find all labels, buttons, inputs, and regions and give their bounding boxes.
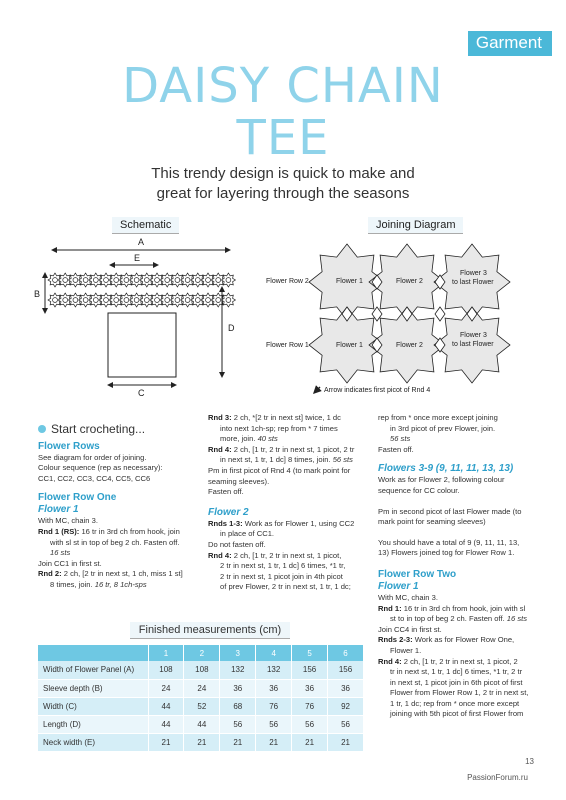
row1-flower-1: Flower 1 bbox=[336, 342, 363, 349]
band-flower-center bbox=[226, 278, 231, 283]
band-flower-center bbox=[124, 278, 129, 283]
label-c: C bbox=[138, 388, 145, 398]
table-cell: 156 bbox=[328, 661, 364, 679]
band-flower-center bbox=[165, 278, 170, 283]
band-flower-center bbox=[104, 298, 109, 303]
band-flower-center bbox=[83, 298, 88, 303]
text-line: in place of CC1. bbox=[220, 529, 275, 539]
bullet-dot-icon bbox=[38, 425, 46, 433]
title-line-1: DAISY CHAIN bbox=[122, 58, 444, 114]
section-tab: Garment bbox=[468, 31, 552, 56]
flower-rows-heading: Flower Rows bbox=[38, 440, 100, 452]
table-header-row bbox=[38, 645, 364, 661]
text-line: Rnd 3: 2 ch, *[2 tr in next st] twice, 1 dc bbox=[208, 413, 341, 422]
row2-flower-3-sub: to last Flower bbox=[452, 279, 494, 286]
text-line: 56 sts bbox=[390, 434, 411, 444]
band-flower-center bbox=[155, 298, 160, 303]
band-flower-center bbox=[206, 298, 211, 303]
table-row bbox=[38, 661, 364, 679]
band-flower-center bbox=[206, 278, 211, 283]
text-line: Rnds 1-3: Work as for Flower 1, using CC2 bbox=[208, 518, 355, 528]
band-flower-center bbox=[93, 298, 98, 303]
table-cell: 36 bbox=[292, 679, 328, 697]
row2-flower-2: Flower 2 bbox=[396, 278, 423, 285]
table-row bbox=[38, 733, 364, 751]
table-cell: 21 bbox=[148, 733, 184, 751]
band-flower-center bbox=[175, 298, 180, 303]
band-flower-center bbox=[226, 298, 231, 303]
table-cell: 156 bbox=[292, 661, 328, 679]
text-line: Rnd 4: 2 ch, [1 tr, 2 tr in next st, 1 picot, bbox=[208, 550, 342, 560]
table-cell: 68 bbox=[220, 697, 256, 715]
row-label: Width of Flower Panel (A) bbox=[38, 661, 148, 679]
start-heading: Start crocheting... bbox=[38, 424, 198, 435]
row-label: Length (D) bbox=[38, 715, 148, 733]
text-line: Rnd 4: 2 ch, [1 tr, 2 tr in next st, 1 picot, 2 tr bbox=[208, 444, 355, 454]
table-cell: 36 bbox=[256, 679, 292, 697]
flower-1-heading: Flower 1 bbox=[38, 504, 79, 516]
text-line: Rnd 4: 2 ch, [1 tr, 2 tr in next st, 1 picot, 2 bbox=[378, 656, 518, 666]
table-cell: 21 bbox=[292, 733, 328, 751]
joining-diagram bbox=[262, 235, 562, 400]
table-cell: 76 bbox=[292, 697, 328, 715]
text-line: st to in top of beg 2 ch. Fasten off. 16 sts bbox=[390, 614, 528, 624]
flower-row-1-label: Flower Row 1 bbox=[266, 342, 309, 349]
table-cell: 21 bbox=[256, 733, 292, 751]
table-cell: 21 bbox=[328, 733, 364, 751]
band-flower-center bbox=[93, 278, 98, 283]
flower-row-one-heading: Flower Row One bbox=[38, 492, 117, 504]
text-line: 2 tr in next st, 1 tr, 1 dc] 6 times, *1 tr, bbox=[220, 561, 346, 571]
table-cell: 36 bbox=[220, 679, 256, 697]
table-header-size: 1 bbox=[148, 645, 184, 661]
band-flower-center bbox=[63, 278, 68, 283]
table-cell: 132 bbox=[256, 661, 292, 679]
table-cell: 21 bbox=[220, 733, 256, 751]
band-flower-center bbox=[73, 298, 78, 303]
row-label: Neck width (E) bbox=[38, 733, 148, 751]
flower-2-heading: Flower 2 bbox=[208, 506, 249, 518]
flowers-3-9-heading: Flowers 3-9 (9, 11, 11, 13, 13) bbox=[378, 463, 514, 475]
band-flower-center bbox=[73, 278, 78, 283]
table-cell: 24 bbox=[148, 679, 184, 697]
text-line: 13) Flowers joined tog for Flower Row 1. bbox=[378, 548, 515, 558]
text-line: in next st, 1 picot join in 6th picot of first bbox=[390, 677, 523, 687]
instructions-col-1 bbox=[38, 424, 198, 591]
table-cell: 56 bbox=[292, 715, 328, 733]
band-flower-center bbox=[216, 278, 221, 283]
text-line: in 3rd picot of prev Flower, join. bbox=[390, 423, 496, 433]
schematic-label: Schematic bbox=[112, 217, 179, 234]
table-cell: 44 bbox=[184, 715, 220, 733]
row-label: Width (C) bbox=[38, 697, 148, 715]
measurements-table bbox=[38, 645, 364, 752]
text-line: Do not fasten off. bbox=[208, 539, 266, 549]
text-line: Rnds 2-3: Work as for Flower Row One, bbox=[378, 635, 515, 645]
band-flower-center bbox=[114, 278, 119, 283]
subtitle-line-1: This trendy design is quick to make and bbox=[151, 165, 415, 182]
label-e: E bbox=[134, 253, 141, 263]
band-flower-center bbox=[114, 298, 119, 303]
schematic-diagram bbox=[30, 235, 260, 400]
table-header-corner bbox=[38, 645, 148, 661]
flower-row-2-label: Flower Row 2 bbox=[266, 278, 309, 285]
text-line: of prev Flower, 2 tr in next st, 1 tr, 1 dc; bbox=[220, 582, 351, 592]
text-line: Fasten off. bbox=[378, 444, 414, 454]
text-line: 2 tr in next st, 1 picot join in 4th picot bbox=[220, 571, 343, 581]
table-cell: 92 bbox=[328, 697, 364, 715]
table-cell: 44 bbox=[148, 697, 184, 715]
text-line: Join CC4 in first st. bbox=[378, 624, 442, 634]
band-flower-center bbox=[104, 278, 109, 283]
flower-row-two-heading: Flower Row Two bbox=[378, 568, 457, 580]
row-label: Sleeve depth (B) bbox=[38, 679, 148, 697]
band-flower-center bbox=[155, 278, 160, 283]
text-line: rep from * once more except joining bbox=[378, 413, 498, 422]
text-line: with sl st in top of beg 2 ch. Fasten off. bbox=[50, 537, 180, 547]
text-line: mark point for seaming sleeves) bbox=[378, 517, 486, 527]
table-cell: 108 bbox=[184, 661, 220, 679]
text-line: Pm in second picot of last Flower made (to bbox=[378, 506, 522, 516]
subtitle bbox=[0, 164, 566, 204]
table-header-size: 3 bbox=[220, 645, 256, 661]
text-line: Rnd 2: 2 ch, [2 tr in next st, 1 ch, miss 1 st] bbox=[38, 569, 183, 579]
text-line: With MC, chain 3. bbox=[38, 516, 98, 526]
row-two-flower-1-heading: Flower 1 bbox=[378, 580, 419, 592]
table-header-size: 6 bbox=[328, 645, 364, 661]
table-cell: 132 bbox=[220, 661, 256, 679]
text-line: Pm in first picot of Rnd 4 (to mark point for bbox=[208, 465, 351, 475]
band-flower-center bbox=[144, 278, 149, 283]
text-line: Flower from Flower Row 1, 2 tr in next st, bbox=[390, 688, 529, 698]
subtitle-line-2: great for layering through the seasons bbox=[156, 185, 410, 202]
table-cell: 76 bbox=[256, 697, 292, 715]
text-line: in next st, 1 tr, 1 dc] 8 times, join. 56 sts bbox=[220, 455, 353, 465]
watermark: PassionForum.ru bbox=[467, 773, 528, 782]
table-row bbox=[38, 715, 364, 733]
table-row bbox=[38, 679, 364, 697]
page-number: 13 bbox=[525, 757, 534, 766]
band-flower-center bbox=[53, 278, 58, 283]
table-cell: 36 bbox=[328, 679, 364, 697]
instructions-col-3 bbox=[378, 413, 543, 720]
text-line: 1 tr, 1 dc; rep from * once more except bbox=[390, 698, 520, 708]
band-flower-center bbox=[185, 298, 190, 303]
measurements-title: Finished measurements (cm) bbox=[130, 622, 290, 639]
text-line: into next 1ch-sp; rep from * 7 times bbox=[220, 423, 338, 433]
table-row bbox=[38, 697, 364, 715]
join-diamond bbox=[435, 307, 445, 321]
band-flower-center bbox=[134, 298, 139, 303]
table-cell: 44 bbox=[148, 715, 184, 733]
band-flower-center bbox=[195, 278, 200, 283]
instructions-col-2 bbox=[208, 413, 373, 593]
text-line: Colour sequence (rep as necessary): bbox=[38, 463, 163, 473]
row2-flower-3: Flower 3 bbox=[460, 270, 487, 277]
band-flower-center bbox=[53, 298, 58, 303]
joining-diagram-label: Joining Diagram bbox=[368, 217, 463, 234]
table-cell: 56 bbox=[256, 715, 292, 733]
table-header-size: 2 bbox=[184, 645, 220, 661]
table-cell: 52 bbox=[184, 697, 220, 715]
band-flower-center bbox=[134, 278, 139, 283]
table-cell: 24 bbox=[184, 679, 220, 697]
text-line: Join CC1 in first st. bbox=[38, 558, 102, 568]
band-flower-center bbox=[63, 298, 68, 303]
table-cell: 56 bbox=[328, 715, 364, 733]
row1-flower-3-sub: to last Flower bbox=[452, 341, 494, 348]
arrow-note: Arrow indicates first picot of Rnd 4 bbox=[324, 387, 431, 394]
table-cell: 56 bbox=[220, 715, 256, 733]
label-b: B bbox=[34, 289, 41, 299]
text-line: Rnd 1 (RS): 16 tr in 3rd ch from hook, join bbox=[38, 526, 180, 536]
band-flower-center bbox=[144, 298, 149, 303]
label-d: D bbox=[228, 323, 235, 333]
text-line: seaming sleeves). bbox=[208, 476, 270, 486]
band-flower-center bbox=[216, 298, 221, 303]
table-cell: 21 bbox=[184, 733, 220, 751]
text-line: CC1, CC2, CC3, CC4, CC5, CC6 bbox=[38, 473, 151, 483]
band-flower-center bbox=[124, 298, 129, 303]
band-flower-center bbox=[83, 278, 88, 283]
row1-flower-2: Flower 2 bbox=[396, 342, 423, 349]
text-line: tr in next st, 1 tr, 1 dc] 6 times, *1 tr, 2 tr bbox=[390, 667, 523, 677]
text-line: Work as for Flower 2, following colour bbox=[378, 475, 505, 485]
band-flower-center bbox=[165, 298, 170, 303]
text-line: See diagram for order of joining. bbox=[38, 452, 147, 462]
row2-flower-1: Flower 1 bbox=[336, 278, 363, 285]
band-flower-center bbox=[185, 278, 190, 283]
text-line: Fasten off. bbox=[208, 487, 244, 497]
band-flower-center bbox=[195, 298, 200, 303]
text-line: With MC, chain 3. bbox=[378, 592, 438, 602]
text-line: more, join. 40 sts bbox=[220, 434, 278, 444]
band-flower-center bbox=[175, 278, 180, 283]
page-title bbox=[0, 60, 566, 164]
text-line: Rnd 1: 16 tr in 3rd ch from hook, join with sl bbox=[378, 603, 526, 613]
text-line: sequence for CC colour. bbox=[378, 485, 460, 495]
table-header-size: 5 bbox=[292, 645, 328, 661]
text-line: Flower 1. bbox=[390, 645, 422, 655]
text-line: 8 times, join. 16 tr, 8 1ch-sps bbox=[50, 579, 147, 589]
table-cell: 108 bbox=[148, 661, 184, 679]
title-line-2: TEE bbox=[236, 110, 330, 166]
row1-flower-3: Flower 3 bbox=[460, 332, 487, 339]
text-line: 16 sts bbox=[50, 548, 71, 558]
text-line: You should have a total of 9 (9, 11, 11, 13, bbox=[378, 537, 520, 547]
label-a: A bbox=[138, 237, 145, 247]
text-line: joining with 5th picot of first Flower from bbox=[390, 709, 524, 719]
table-header-size: 4 bbox=[256, 645, 292, 661]
